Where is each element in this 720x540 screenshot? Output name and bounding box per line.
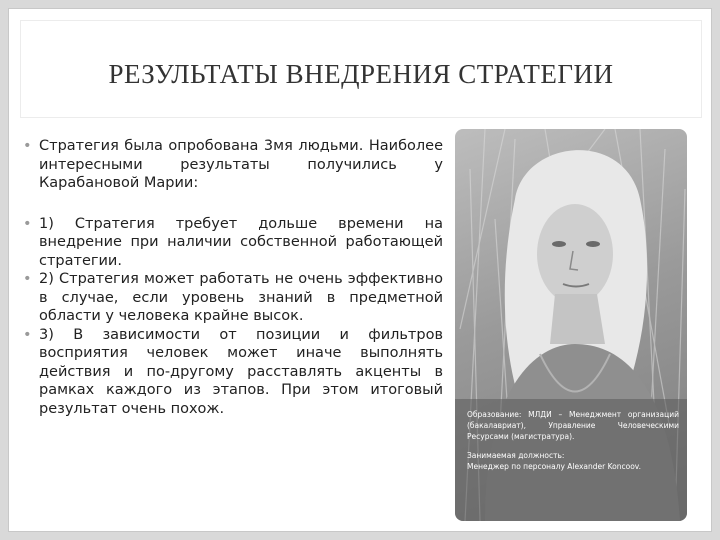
slide bbox=[8, 8, 712, 532]
caption-position: Менеджер по персоналу Alexander Koncoov. bbox=[467, 462, 642, 471]
bullet-result-1: • 1) Стратегия требует дольше времени на внедрение при наличии собственной работающей стратегии. bbox=[23, 215, 443, 271]
caption-education: Образование: МЛДИ – Менеджмент организаций (бакалавриат), Управление Человеческими Ресурсами (магистратура). bbox=[467, 410, 679, 441]
caption-position-label: Занимаемая должность: bbox=[467, 451, 565, 460]
bullet-result-3: • 3) В зависимости от позиции и фильтров восприятия человек может иначе выполнять действия и по-другому расставлять акценты в рамках каждого из этапов. При этом итоговый результат очень похож. bbox=[23, 326, 443, 419]
bullet-result-2: • 2) Стратегия может работать не очень эффективно в случае, если уровень знаний в предметной области у человека крайне высок. bbox=[23, 270, 443, 326]
bullet-intro: • Стратегия была опробована 3мя людьми. Наиболее интересными результаты получились у Карабановой Марии: bbox=[23, 137, 443, 193]
slide-title: РЕЗУЛЬТАТЫ ВНЕДРЕНИЯ СТРАТЕГИИ bbox=[108, 58, 614, 89]
photo-caption bbox=[467, 409, 679, 480]
title-box bbox=[21, 21, 701, 117]
bullet-list bbox=[23, 137, 443, 418]
